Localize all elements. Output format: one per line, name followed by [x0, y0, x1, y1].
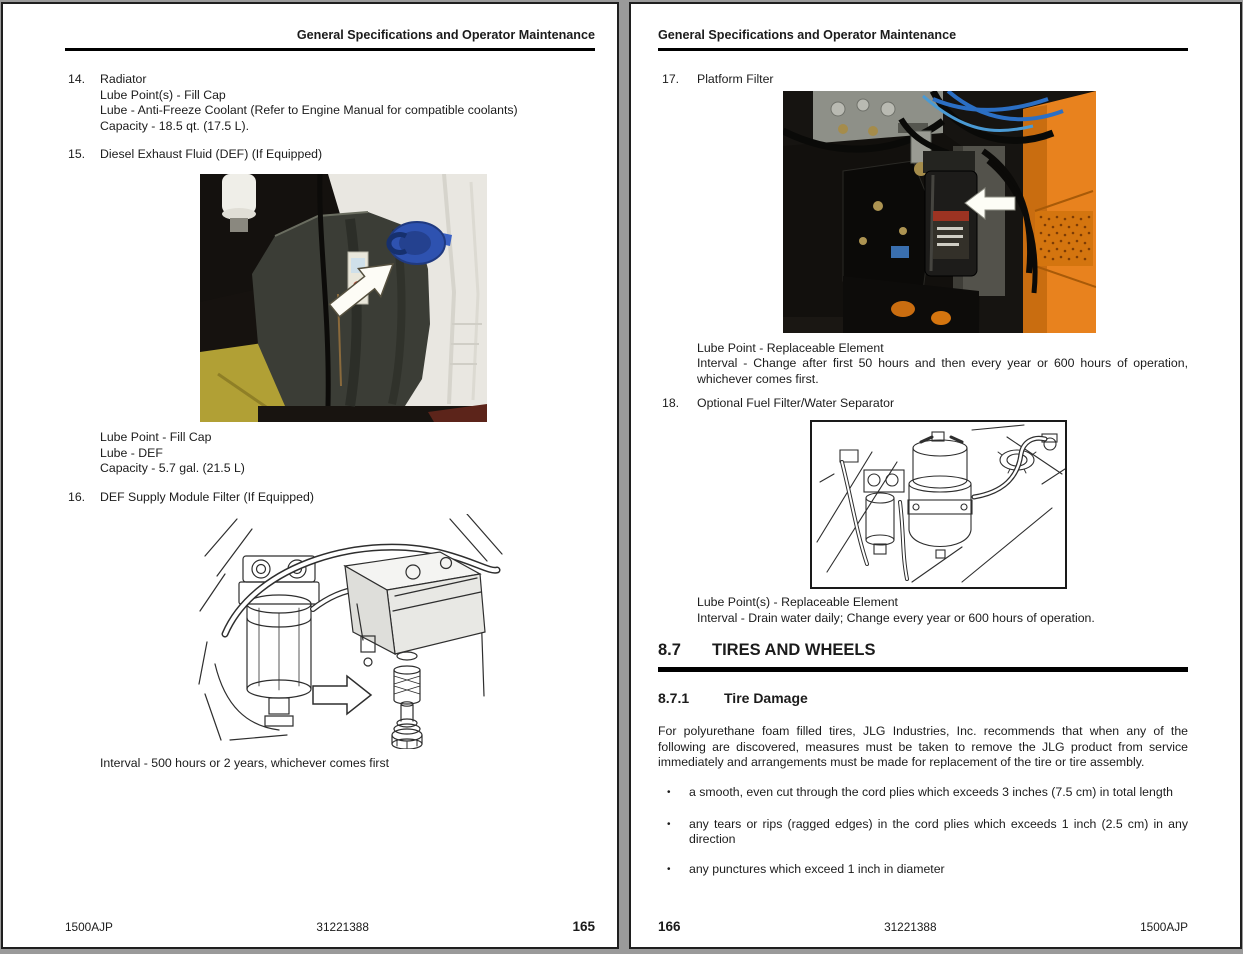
page-footer — [65, 919, 595, 934]
subsection-heading — [658, 690, 1188, 707]
item-number: 15. — [68, 147, 86, 162]
fuel-filter-water-separator-drawing — [810, 420, 1188, 589]
list-item-17 — [658, 72, 1188, 88]
header-rule — [65, 48, 595, 51]
item-number: 16. — [68, 489, 86, 504]
caption-line: Lube Point - Replaceable Element — [697, 340, 884, 355]
bullet-item — [658, 785, 1188, 801]
section-heading — [658, 641, 1188, 660]
def-supply-module-filter-drawing-image — [195, 514, 505, 749]
platform-filter-photo-image — [783, 91, 1096, 333]
def-supply-module-filter-drawing — [195, 514, 595, 749]
manual-page-166 — [629, 2, 1242, 949]
list-item-16 — [65, 490, 595, 506]
item-number: 14. — [68, 72, 86, 86]
item-line: Platform Filter — [697, 72, 774, 86]
bullet-marker: • — [667, 863, 671, 875]
footer-part-number: 31221388 — [884, 920, 937, 934]
section-rule — [658, 667, 1188, 672]
item-line: Optional Fuel Filter/Water Separator — [697, 396, 895, 411]
section-title: TIRES AND WHEELS — [712, 641, 876, 660]
manual-page-165 — [1, 2, 619, 949]
item-number: 17. — [662, 72, 680, 86]
def-tank-photo-image — [200, 174, 487, 422]
footer-part-number: 31221388 — [316, 920, 369, 934]
caption-line: Lube Point - Fill Cap — [100, 429, 212, 444]
bullet-marker: • — [667, 786, 671, 798]
caption-line: Interval - Drain water daily; Change every year or 600 hours of operation. — [697, 610, 1095, 625]
figure-caption-block — [697, 595, 1188, 626]
footer-model: 1500AJP — [65, 920, 113, 934]
subsection-number: 8.7.1 — [658, 690, 690, 707]
body-paragraph: For polyurethane foam filled tires, JLG Industries, Inc. recommends that when any of the following are discovered, measures must be taken to remove the JLG product from service immediately and arrangements must be made for replacement of the tire or tire assembly. — [658, 724, 1188, 770]
item-line: DEF Supply Module Filter (If Equipped) — [100, 489, 314, 504]
bullet-text: any punctures which exceed 1 inch in diameter — [689, 861, 945, 876]
running-header: General Specifications and Operator Maintenance — [296, 28, 595, 42]
bullet-marker: • — [667, 818, 671, 830]
bullet-item — [658, 862, 1188, 878]
item-line: Radiator — [100, 72, 147, 86]
item-line: Lube - Anti-Freeze Coolant (Refer to Engine Manual for compatible coolants) — [100, 103, 518, 118]
fuel-filter-water-separator-drawing-image — [810, 420, 1067, 589]
footer-page-number: 165 — [572, 919, 595, 934]
subsection-title: Tire Damage — [724, 690, 808, 707]
list-item-18 — [658, 396, 1188, 412]
bullet-text: any tears or rips (ragged edges) in the cord plies which exceeds 1 inch (2.5 cm) in any direction — [689, 816, 1188, 847]
item-line: Lube Point(s) - Fill Cap — [100, 87, 226, 102]
footer-page-number: 166 — [658, 919, 681, 934]
running-header: General Specifications and Operator Maintenance — [658, 28, 957, 42]
list-item-15 — [65, 147, 595, 163]
caption-line: Capacity - 5.7 gal. (21.5 L) — [100, 461, 245, 476]
def-tank-photo — [200, 174, 595, 422]
caption-line: Interval - Change after first 50 hours and then every year or 600 hours of operation, whichever comes first. — [697, 356, 1188, 386]
figure-caption-block — [697, 341, 1188, 388]
item-line: Diesel Exhaust Fluid (DEF) (If Equipped) — [100, 147, 323, 162]
section-number: 8.7 — [658, 641, 681, 660]
item-line: Capacity - 18.5 qt. (17.5 L). — [100, 118, 250, 133]
figure-caption-block — [100, 756, 595, 772]
footer-model: 1500AJP — [1140, 920, 1188, 934]
page-footer — [658, 919, 1188, 934]
figure-caption-block — [100, 430, 595, 477]
bullet-text: a smooth, even cut through the cord plies which exceeds 3 inches (7.5 cm) in total length — [689, 784, 1173, 799]
caption-line: Interval - 500 hours or 2 years, whichever comes first — [100, 756, 390, 771]
header-rule — [658, 48, 1188, 51]
caption-line: Lube Point(s) - Replaceable Element — [697, 594, 898, 609]
caption-line: Lube - DEF — [100, 445, 163, 460]
list-item-14 — [65, 72, 595, 134]
platform-filter-photo — [783, 91, 1188, 333]
bullet-item — [658, 817, 1188, 848]
item-number: 18. — [662, 396, 680, 411]
